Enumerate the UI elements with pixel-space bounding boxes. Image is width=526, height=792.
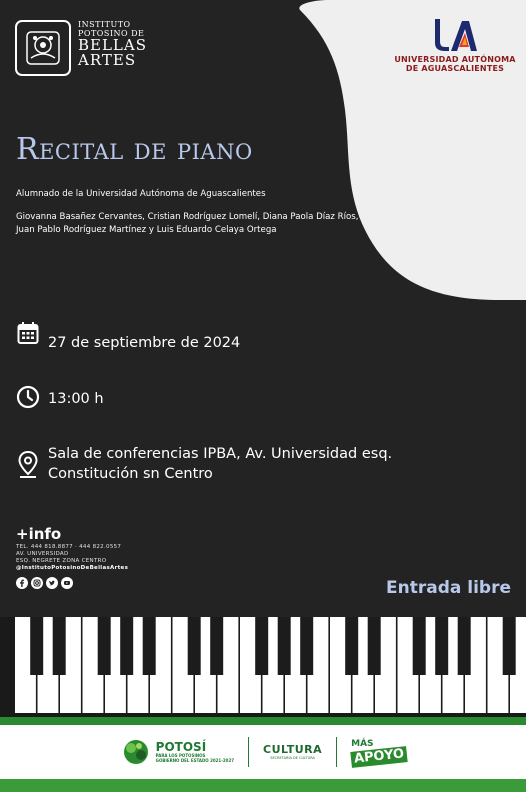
apoyo-word: APOYO — [350, 746, 408, 768]
mas-apoyo-logo — [351, 739, 407, 765]
ipba-line-4: ARTES — [78, 51, 137, 69]
potosi-tagline: PARA LOS POTOSINOS — [155, 753, 206, 758]
uaa-name-line-1: UNIVERSIDAD AUTÓNOMA — [394, 55, 516, 64]
black-key — [98, 617, 111, 675]
black-key — [345, 617, 358, 675]
piano-keyboard — [0, 617, 526, 717]
black-key — [210, 617, 223, 675]
uaa-name-line-2: DE AGUASCALIENTES — [405, 64, 505, 73]
event-time: 13:00 h — [48, 391, 104, 407]
uaa-logo — [385, 15, 525, 73]
ipba-line-1: INSTITUTO — [78, 20, 131, 29]
venue-line-2: Constitución sn Centro — [48, 466, 213, 482]
black-key — [255, 617, 268, 675]
facebook-icon[interactable] — [16, 577, 28, 589]
more-info-block — [16, 524, 216, 589]
event-date: 27 de septiembre de 2024 — [48, 335, 241, 351]
date-row — [16, 320, 40, 346]
bottom-green-band — [0, 779, 526, 792]
black-key — [143, 617, 156, 675]
contact-phone: TEL. 444 818.8877 · 444 822.0557 — [16, 544, 122, 550]
performers-list: Giovanna Basañez Cervantes, Cristian Rodríguez Lomelí, Diana Paola Díaz Ríos, Juan Pablo Rodríguez Martínez y Luis Eduardo Celaya Ortega — [16, 212, 359, 235]
black-key — [278, 617, 291, 675]
ipba-line-3: BELLAS — [78, 36, 148, 54]
clock-icon — [16, 384, 40, 410]
potosi-logo — [119, 737, 234, 767]
potosi-name: POTOSÍ — [155, 740, 207, 754]
cultura-name: CULTURA — [263, 742, 323, 756]
black-key — [30, 617, 43, 675]
social-handle[interactable]: @InstitutoPotosinoDeBellasArtes — [16, 565, 129, 571]
black-key — [368, 617, 381, 675]
black-key — [435, 617, 448, 675]
time-row — [16, 384, 40, 410]
ipba-line-2: POTOSINO DE — [78, 29, 145, 38]
apoyo-mas: MÁS — [351, 739, 374, 749]
more-info-title: +info — [16, 525, 62, 543]
instagram-icon[interactable] — [31, 577, 43, 589]
footer-divider — [248, 737, 249, 767]
venue-row — [16, 450, 40, 480]
black-key — [120, 617, 133, 675]
ipba-wordmark — [78, 20, 147, 68]
cultura-sub: SECRETARÍA DE CULTURA — [270, 755, 315, 760]
footer-divider-2 — [336, 737, 337, 767]
black-key — [53, 617, 66, 675]
contact-address-2: ESQ. NEGRETE ZONA CENTRO — [16, 558, 107, 564]
contact-address-1: AV. UNIVERSIDAD — [16, 551, 69, 557]
ipba-logo — [15, 20, 147, 76]
potosi-emblem-icon — [119, 737, 153, 767]
sponsor-footer — [0, 725, 526, 779]
ipba-crest-icon — [15, 20, 71, 76]
black-key — [503, 617, 516, 675]
free-entry-label: Entrada libre — [386, 578, 511, 598]
black-key — [413, 617, 426, 675]
youtube-icon[interactable] — [61, 577, 73, 589]
twitter-icon[interactable] — [46, 577, 58, 589]
event-title: Recital de piano — [16, 132, 253, 167]
venue-line-1: Sala de conferencias IPBA, Av. Universidad esq. — [48, 446, 393, 462]
black-key — [188, 617, 201, 675]
black-key — [300, 617, 313, 675]
location-pin-icon — [16, 450, 40, 480]
green-stripe — [0, 717, 526, 725]
social-icons — [16, 577, 216, 589]
event-subtitle: Alumnado de la Universidad Autónoma de Aguascalientes — [16, 189, 266, 199]
potosi-sub: GOBIERNO DEL ESTADO 2021-2027 — [155, 758, 235, 763]
cultura-logo — [263, 744, 322, 761]
uaa-emblem-icon — [429, 15, 481, 55]
black-key — [458, 617, 471, 675]
calendar-icon — [16, 320, 40, 346]
